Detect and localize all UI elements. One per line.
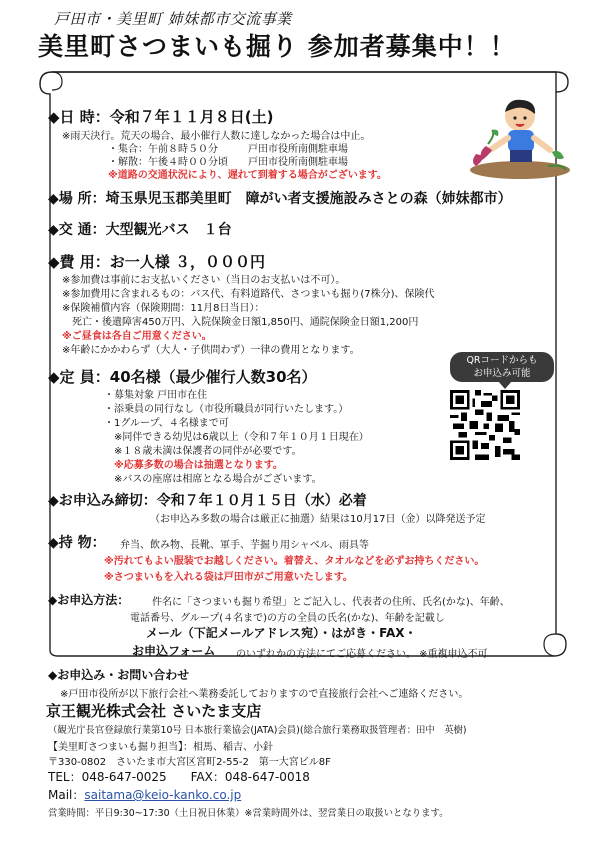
place-heading: ◆場 所：埼玉県児玉郡美里町 障がい者支援施設みさとの森（姉妹都市）: [48, 191, 512, 207]
capacity-line: ・募集対象 戸田市在住: [104, 390, 208, 401]
contact-note: ※戸田市役所が以下旅行会社へ業務委託しておりますので直接旅行会社へご連絡ください。: [60, 689, 469, 700]
capacity-line: ※同伴できる幼児は6歳以上（令和７年１０月１日現在）: [104, 432, 369, 443]
apply-line: 電話番号、グループ(４名まで)の方の全員の氏名(かな)、年齢を記載し: [130, 613, 445, 624]
event-subtitle: 戸田市・美里町 姉妹都市交流事業: [54, 10, 292, 28]
qr-bubble-line: お申込み可能: [473, 368, 531, 379]
fee-heading: ◆費 用：お一人様 ３，０００円: [48, 253, 265, 271]
qr-code[interactable]: [450, 390, 520, 460]
capacity-heading: ◆定 員：40名様（最少催行人数30名）: [48, 368, 317, 386]
apply-heading: ◆お申込方法：: [48, 593, 130, 607]
deadline-heading: ◆お申込み締切：令和７年１０月１５日（水）必着: [48, 493, 367, 509]
fee-line: ※保険補償内容（保険期間：11月8日当日）：: [62, 303, 265, 314]
apply-form-link[interactable]: お申込フォーム: [132, 644, 216, 658]
age-note: ※年齢にかかわらず（大人・子供問わず）一律の費用となります。: [62, 345, 360, 356]
mail-label: Mail：: [48, 788, 85, 802]
page-title: 美里町さつまいも掘り 参加者募集中！！: [38, 32, 516, 61]
capacity-line: ※１８歳未満は保護者の同伴が必要です。: [104, 446, 302, 457]
fee-line: 死亡・後遺障害450万円、入院保険金日額1,850円、通院保険金日額1,200円: [62, 317, 419, 328]
company-address: 〒330-0802 さいたま市大宮区宮町2-55-2 第一大宮ビル8F: [48, 757, 331, 768]
date-heading: ◆日 時：令和７年１１月８日(土): [48, 108, 274, 126]
apply-line: 件名に「さつまいも掘り希望」とご記入し、代表者の住所、氏名(かな)、年齢、: [152, 597, 510, 608]
company-registration: （観光庁長官登録旅行業第10号 日本旅行業協会(JATA)会員)(総合旅行業務取扱管理者：田中 英樹): [48, 725, 467, 736]
qr-bubble-line: QRコードからも: [466, 355, 538, 366]
qr-bubble: [450, 352, 554, 382]
contact-persons: 【美里町さつまいも掘り担当】：相馬、稲吉、小針: [48, 742, 273, 753]
tel-fax: TEL：048-647-0025 FAX：048-647-0018: [48, 770, 310, 784]
date-note: ※雨天決行。荒天の場合、最小催行人数に達しなかった場合は中止。: [62, 131, 371, 142]
items-clothes-note: ※汚れてもよい服装でお越しください。着替え、タオルなどを必ずお持ちください。: [104, 556, 485, 567]
transport-heading: ◆交 通：大型観光バス １台: [48, 222, 232, 238]
apply-methods: メール（下記メールアドレス宛）・はがき・FAX・: [146, 626, 417, 640]
lunch-note: ※ご昼食は各自ご用意ください。: [62, 331, 212, 342]
fee-line: ※参加費用に含まれるもの：バス代、有料道路代、さつまいも掘り(7株分)、保険代: [62, 289, 435, 300]
qr-bubble-tail: [498, 381, 512, 389]
contact-heading: ◆お申込み・お問い合わせ: [48, 668, 190, 682]
lottery-note: ※応募多数の場合は抽選となります。: [104, 460, 283, 471]
gather-time: ・集合：午前８時５０分 戸田市役所南側駐車場: [108, 144, 348, 155]
items-heading: ◆持 物：: [48, 535, 106, 551]
items-bag-note: ※さつまいもを入れる袋は戸田市がご用意いたします。: [104, 572, 353, 583]
items-list: 弁当、飲み物、長靴、軍手、芋掘り用シャベル、雨具等: [120, 540, 369, 551]
mail-link[interactable]: saitama@keio-kanko.co.jp: [84, 788, 242, 802]
company-name: 京王観光株式会社 さいたま支店: [46, 702, 262, 720]
dismiss-time: ・解散：午後４時００分頃 戸田市役所南側駐車場: [108, 157, 348, 168]
business-hours: 営業時間：平日9:30~17:30（土日祝日休業）※営業時間外は、翌営業日の取扱いとなります。: [48, 808, 449, 819]
apply-line: のいずれかの方法にてご応募ください。 ※重複申込不可: [236, 649, 488, 660]
capacity-line: ・添乗員の同行なし（市役所職員が同行いたします。）: [104, 404, 349, 415]
seat-note: ※バスの座席は相席となる場合がございます。: [104, 474, 322, 485]
fee-line: ※参加費は事前にお支払いください（当日のお支払いは不可）。: [62, 275, 346, 286]
capacity-line: ・1グループ、４名様まで可: [104, 418, 229, 429]
deadline-note: （お申込み多数の場合は厳正に抽選）結果は10月17日（金）以降発送予定: [150, 514, 486, 525]
boy-digging-potatoes-illustration: [466, 94, 574, 180]
traffic-warning: ※道路の交通状況により、遅れて到着する場合がございます。: [108, 170, 387, 181]
mail-row: [48, 786, 241, 803]
